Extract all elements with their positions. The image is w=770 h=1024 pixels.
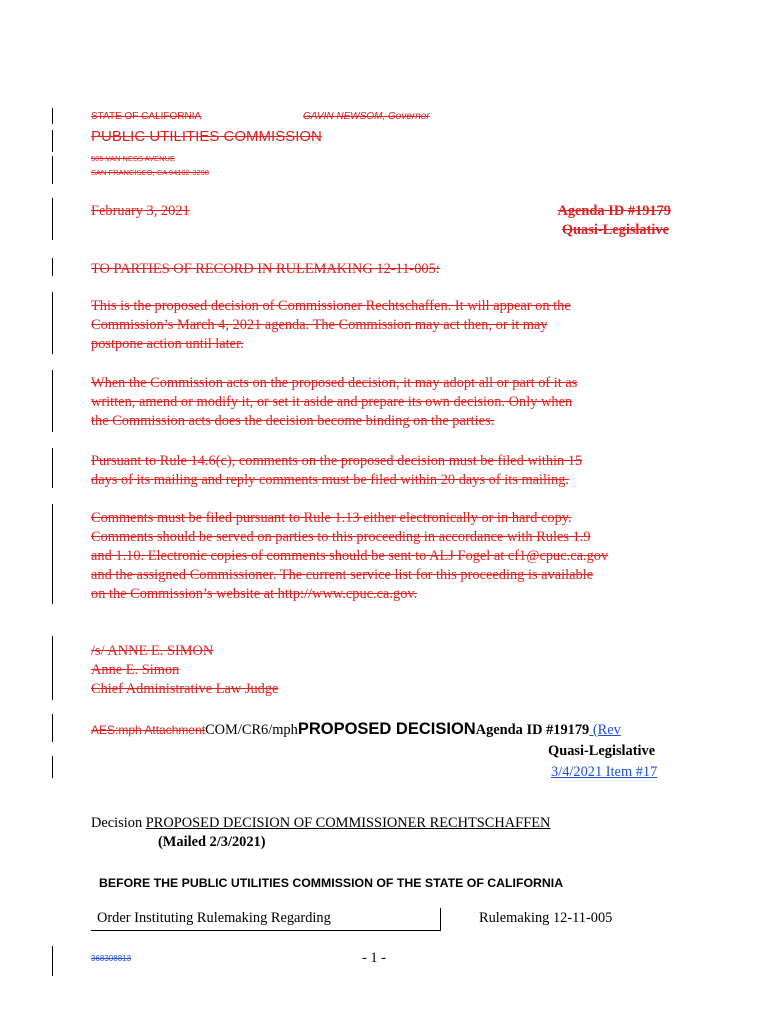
quasi-legislative-label: Quasi-Legislative bbox=[548, 743, 656, 759]
change-bar bbox=[52, 108, 53, 124]
para4-line: Comments should be served on parties to this proceeding in accordance with Rules 1.9 bbox=[91, 529, 591, 545]
para4-line: and 1.10. Electronic copies of comments should be sent to ALJ Fogel at cf1@cpuc.ca.gov bbox=[91, 548, 609, 564]
proceeding-reference: COM/CR6/mph bbox=[205, 722, 298, 738]
signer-name: Anne E. Simon bbox=[91, 662, 180, 678]
para1-line: postpone action until later. bbox=[91, 336, 244, 352]
revision-link[interactable]: (Rev bbox=[589, 722, 621, 738]
signer-title: Chief Administrative Law Judge bbox=[91, 681, 279, 697]
mailed-date: (Mailed 2/3/2021) bbox=[158, 834, 266, 850]
change-bar bbox=[52, 198, 53, 240]
para3-line: days of its mailing and reply comments must be filed within 20 days of its mailing. bbox=[91, 472, 570, 488]
page-number: - 1 - bbox=[362, 950, 386, 966]
caption-divider bbox=[440, 908, 441, 931]
caption-underline bbox=[91, 930, 441, 931]
change-bar bbox=[52, 130, 53, 152]
change-bar bbox=[52, 636, 53, 700]
address-line-1: 505 VAN NESS AVENUE bbox=[91, 154, 175, 163]
change-bar bbox=[52, 292, 53, 354]
document-number: 368308813 bbox=[91, 954, 132, 963]
before-commission-heading: BEFORE THE PUBLIC UTILITIES COMMISSION OF THE STATE OF CALIFORNIA bbox=[99, 876, 564, 890]
caption-right: Rulemaking 12-11-005 bbox=[479, 910, 613, 926]
commission-title: PUBLIC UTILITIES COMMISSION bbox=[91, 128, 322, 145]
agenda-id: Agenda ID #19179 bbox=[475, 722, 590, 738]
governor-label: GAVIN NEWSOM, Governor bbox=[303, 111, 430, 122]
para2-line: written, amend or modify it, or set it aside and prepare its own decision. Only when bbox=[91, 394, 573, 410]
change-bar bbox=[52, 448, 53, 488]
address-line-2: SAN FRANCISCO, CA 94102-3298 bbox=[91, 168, 209, 177]
para3-line: Pursuant to Rule 14.6(c), comments on the proposed decision must be filed within 15 bbox=[91, 453, 583, 469]
para4-line: and the assigned Commissioner. The current service list for this proceeding is available bbox=[91, 567, 594, 583]
memo-to-line: TO PARTIES OF RECORD IN RULEMAKING 12-11-005: bbox=[91, 261, 440, 277]
change-bar bbox=[52, 946, 53, 976]
change-bar bbox=[52, 370, 53, 432]
proposed-decision-label: PROPOSED DECISION bbox=[297, 720, 476, 738]
decision-title: PROPOSED DECISION OF COMMISSIONER RECHTSCHAFFEN bbox=[145, 815, 551, 831]
para1-line: Commission’s March 4, 2021 agenda. The Commission may act then, or it may bbox=[91, 317, 548, 333]
state-label: STATE OF CALIFORNIA bbox=[91, 111, 202, 122]
agenda-item-link[interactable]: 3/4/2021 Item #17 bbox=[551, 764, 658, 780]
deleted-reference: AES:mph Attachment bbox=[91, 723, 206, 737]
para2-line: the Commission acts does the decision become binding on the parties. bbox=[91, 413, 495, 429]
para4-line: on the Commission’s website at http://www.cpuc.ca.gov. bbox=[91, 586, 418, 602]
memo-agenda-id: Agenda ID #19179 bbox=[557, 203, 671, 219]
signature: /s/ ANNE E. SIMON bbox=[91, 643, 214, 659]
decision-title-line bbox=[91, 814, 550, 833]
change-bar bbox=[52, 504, 53, 604]
para1-line: This is the proposed decision of Commissioner Rechtschaffen. It will appear on the bbox=[91, 298, 571, 314]
decision-header-line bbox=[91, 720, 621, 740]
para2-line: When the Commission acts on the proposed decision, it may adopt all or part of it as bbox=[91, 375, 578, 391]
change-bar bbox=[52, 714, 53, 742]
change-bar bbox=[52, 756, 53, 778]
change-bar bbox=[52, 258, 53, 276]
para4-line: Comments must be filed pursuant to Rule 1.13 either electronically or in hard copy. bbox=[91, 510, 572, 526]
memo-quasi-legislative: Quasi-Legislative bbox=[561, 222, 669, 238]
memo-date: February 3, 2021 bbox=[91, 203, 190, 219]
decision-label: Decision bbox=[91, 815, 146, 831]
change-bar bbox=[52, 156, 53, 184]
caption-left: Order Instituting Rulemaking Regarding bbox=[97, 910, 331, 926]
